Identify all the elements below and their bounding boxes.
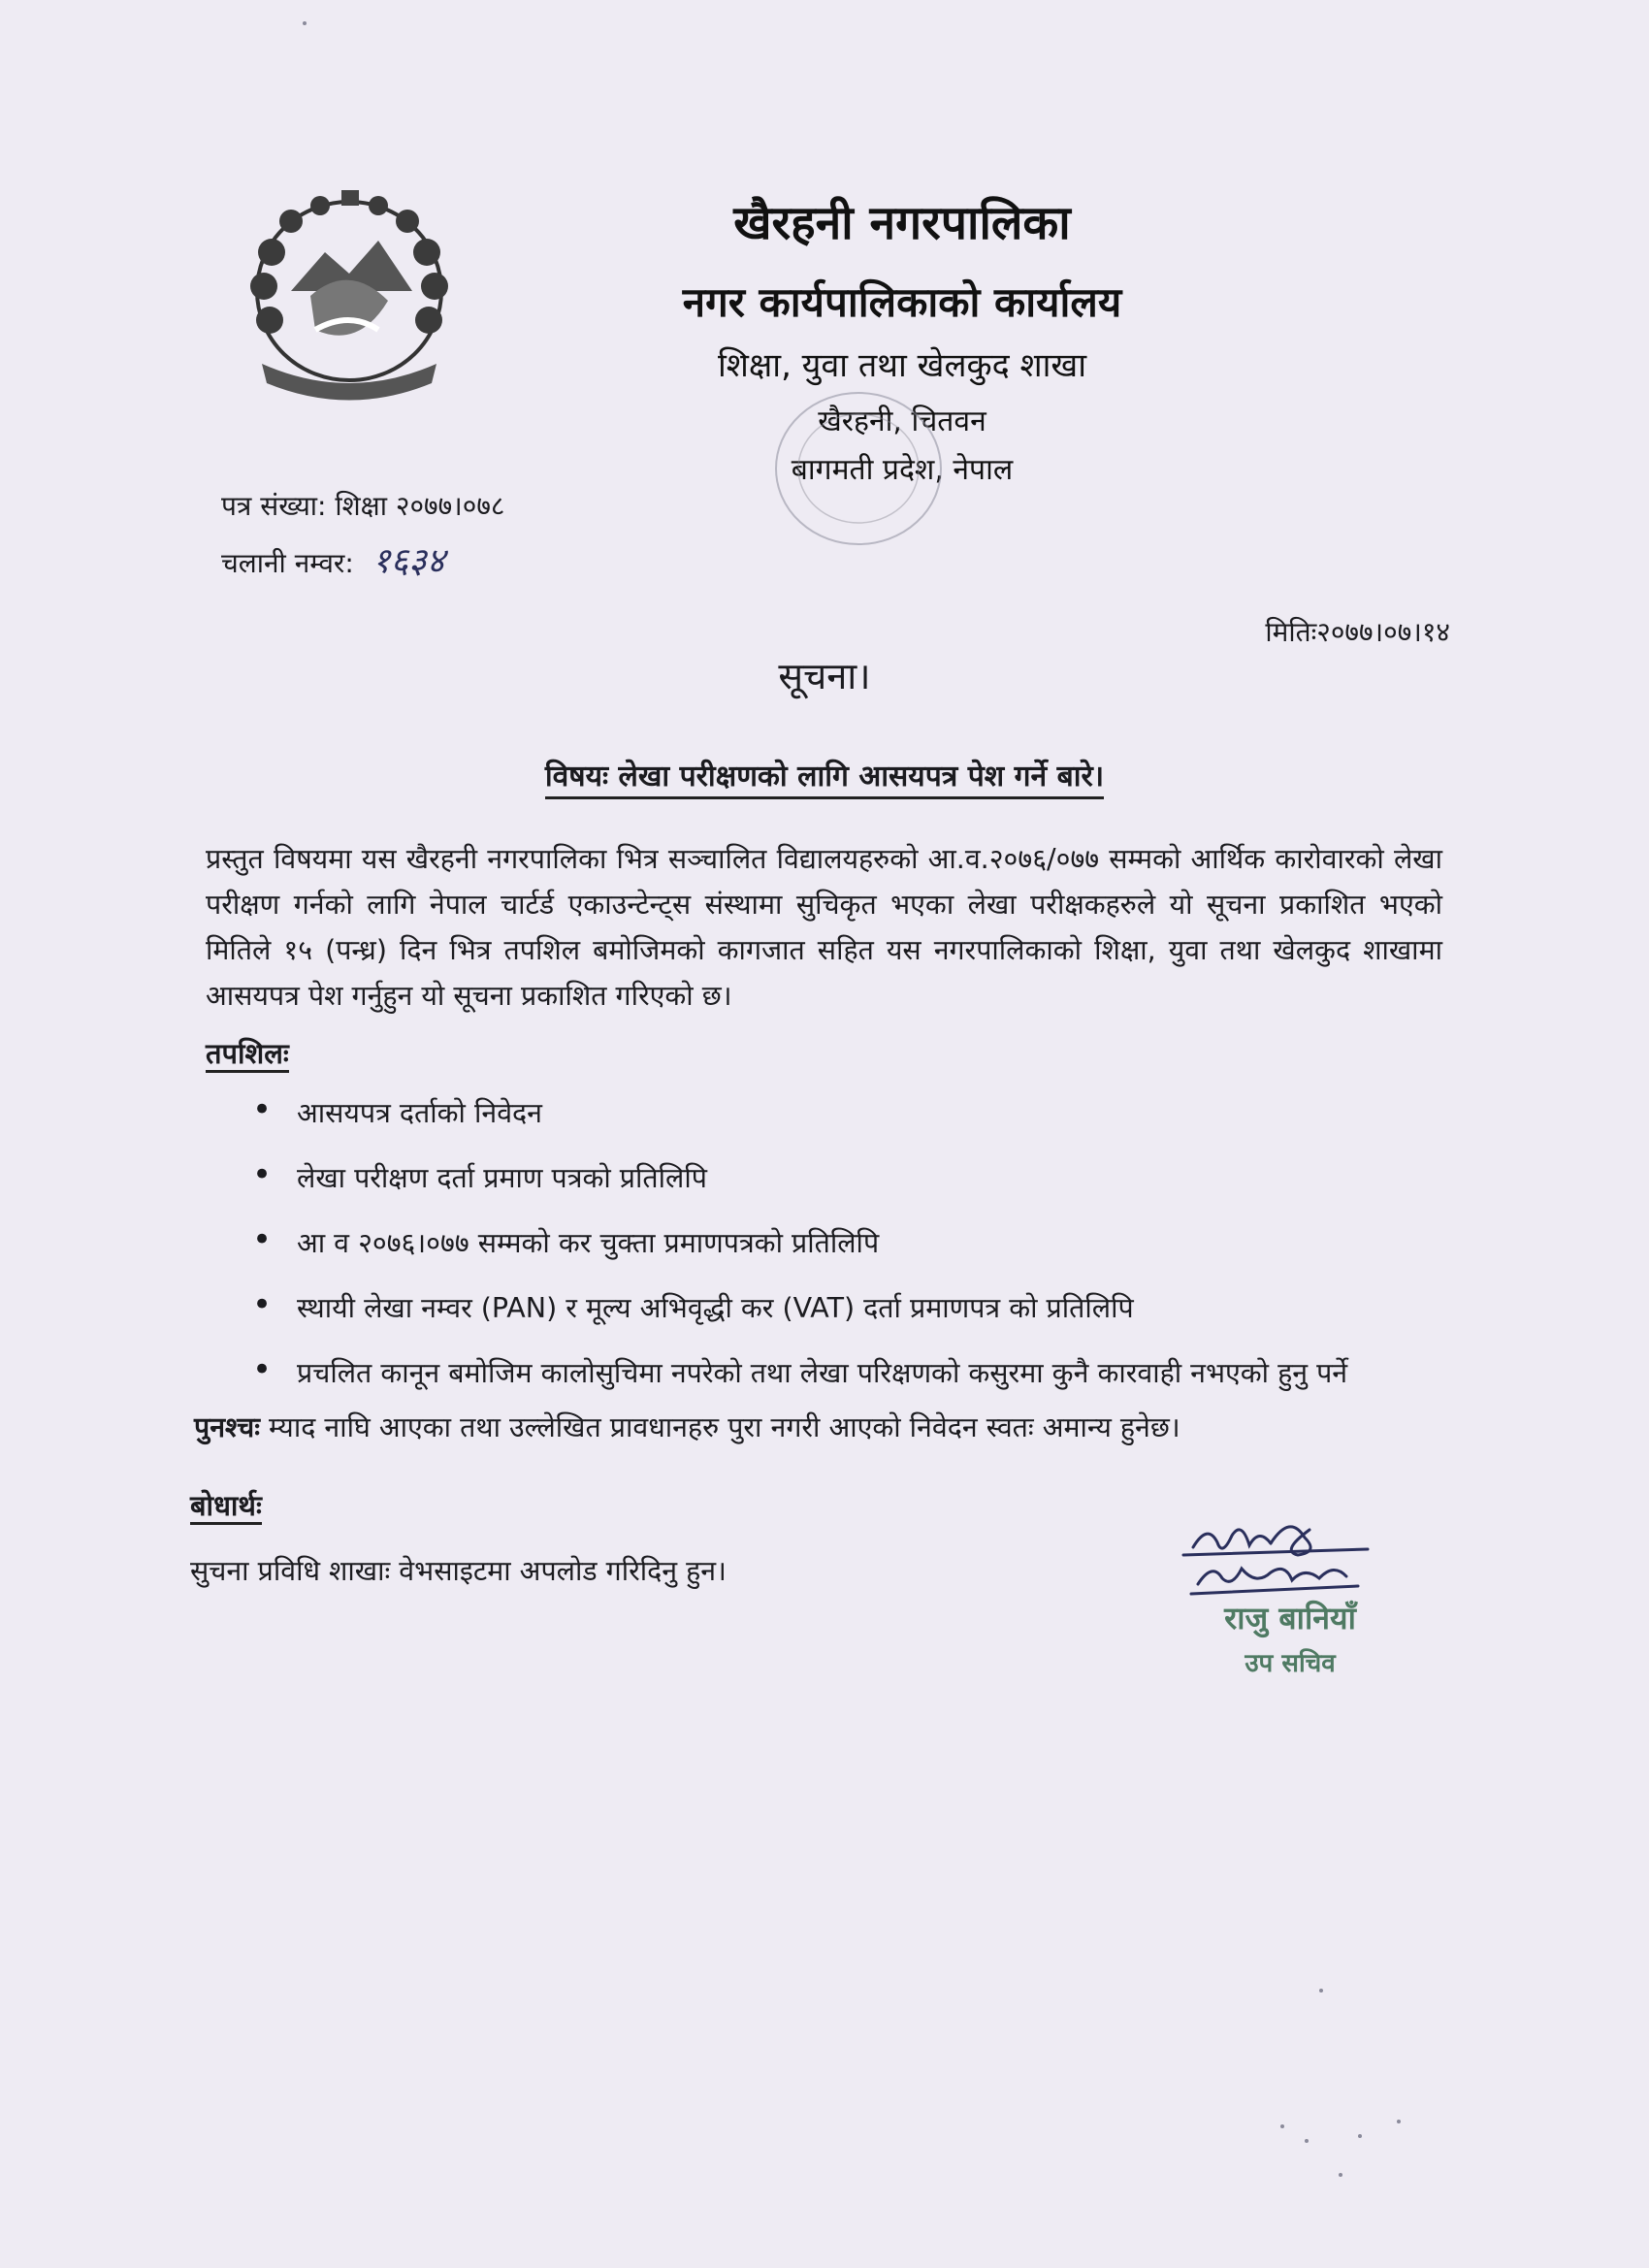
office-location: खैरहनी, चितवन <box>818 405 986 438</box>
scan-speck <box>1358 2134 1362 2138</box>
postscript <box>194 1409 1455 1447</box>
cc-heading: बोधार्थः <box>190 1490 262 1525</box>
scan-speck <box>1305 2139 1309 2143</box>
list-item: • स्थायी लेखा नम्वर (PAN) र मूल्य अभिवृद्धी कर (VAT) दर्ता प्रमाणपत्र को प्रतिलिपि <box>252 1285 1134 1324</box>
office-stamp-icon <box>766 383 951 553</box>
list-item: • आसयपत्र दर्ताको निवेदन <box>252 1090 542 1129</box>
municipality-name: खैरहनी नगरपालिका <box>733 196 1071 250</box>
dispatch-number-label: चलानी नम्वर: <box>221 547 354 579</box>
scan-speck <box>1280 2124 1284 2128</box>
cc-text: सुचना प्रविधि शाखाः वेभसाइटमा अपलोड गरिदिनु हुन। <box>190 1555 727 1587</box>
bullet-icon: • <box>252 1155 273 1194</box>
scan-speck <box>1339 2173 1342 2177</box>
notice-body: प्रस्तुत विषयमा यस खैरहनी नगरपालिका भित्र सञ्चालित विद्यालयहरुको आ.व.२०७६/०७७ सम्मको आर्थिक कारोवारको लेखा परीक्षण गर्नको लागि नेपाल चार्टर्ड एकाउन्टेन्ट्स संस्थामा सुचिकृत भएका लेखा परीक्षकहरुले यो सूचना प्रकाशित भएको मितिले १५ (पन्ध्र) दिन भित्र तपशिल बमोजिमको कागजात सहित यस नगरपालिकाको शिक्षा, युवा तथा खेलकुद शाखामा आसयपत्र पेश गर्नुहुन यो सूचना प्रकाशित गरिएको छ। <box>206 843 1442 1012</box>
tapashil-heading: तपशिलः <box>206 1038 289 1073</box>
scan-speck <box>303 21 307 25</box>
notice-subject <box>0 755 1649 794</box>
letter-number: पत्र संख्या: शिक्षा २०७७।०७८ <box>221 490 505 522</box>
list-item: • लेखा परीक्षण दर्ता प्रमाण पत्रको प्रतिलिपि <box>252 1155 707 1194</box>
dispatch-number-value: १६३४ <box>372 541 445 581</box>
section-name: शिक्षा, युवा तथा खेलकुद शाखा <box>717 346 1087 385</box>
bullet-icon: • <box>252 1220 273 1259</box>
office-province: बागमती प्रदेश, नेपाल <box>791 453 1014 487</box>
signer-name: राजु बानियाँ <box>1224 1600 1356 1636</box>
dispatch-number <box>221 535 445 583</box>
list-item: • प्रचलित कानून बमोजिम कालोसुचिमा नपरेको तथा लेखा परिक्षणको कसुरमा कुनै कारवाही नभएको हुनु पर्ने <box>252 1350 1348 1389</box>
nepal-emblem-icon <box>233 184 466 407</box>
postscript-label: पुनश्चः <box>194 1411 260 1443</box>
office-name: नगर कार्यपालिकाको कार्यालय <box>682 278 1122 326</box>
document-requirements-list <box>250 1090 1443 1419</box>
scan-speck <box>1319 1989 1323 1993</box>
notice-subject-text: विषयः लेखा परीक्षणको लागि आसयपत्र पेश गर्ने बारे। <box>545 760 1104 799</box>
notice-date: मितिः२०७७।०७।१४ <box>1265 616 1450 648</box>
postscript-text: म्याद नाघि आएका तथा उल्लेखित प्रावधानहरु पुरा नगरी आएको निवेदन स्वतः अमान्य हुनेछ। <box>269 1411 1180 1443</box>
bullet-icon: • <box>252 1285 273 1324</box>
bullet-icon: • <box>252 1350 273 1389</box>
notice-title: सूचना। <box>778 655 871 697</box>
list-item: • आ व २०७६।०७७ सम्मको कर चुक्ता प्रमाणपत्रको प्रतिलिपि <box>252 1220 880 1259</box>
bullet-icon: • <box>252 1090 273 1129</box>
signature-icon <box>1174 1508 1426 1601</box>
signer-title: उप सचिव <box>1245 1649 1336 1678</box>
scan-speck <box>1397 2120 1401 2123</box>
